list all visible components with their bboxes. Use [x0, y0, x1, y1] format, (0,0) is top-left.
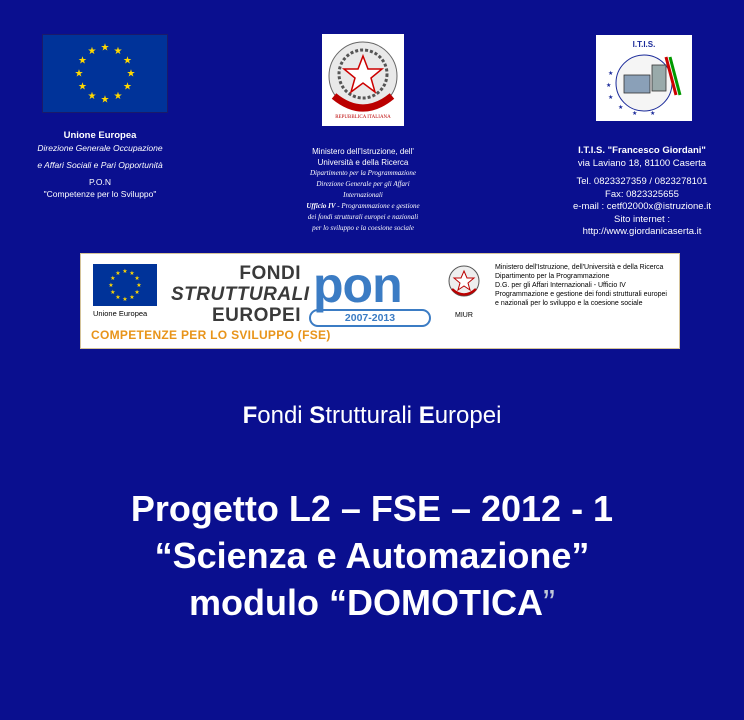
project-title — [0, 485, 744, 626]
eu-star-icon: ★ — [87, 45, 97, 57]
strutturali-word-rest: trutturali — [325, 402, 419, 429]
project-module: modulo “DOMOTICA — [189, 582, 543, 623]
eu-star-icon: ★ — [108, 282, 114, 290]
eu-info-block — [20, 130, 180, 200]
miur-line-6 — [283, 201, 443, 212]
fondi-initial-s: S — [309, 402, 326, 429]
miur-line-7: dei fondi strutturali europei e nazionali — [307, 213, 419, 221]
eu-star-icon: ★ — [134, 275, 140, 283]
banner-miur-line: Ministero dell'Istruzione, dell'Università e della Ricerca — [495, 264, 664, 271]
miur-line-1: Ministero dell'Istruzione, dell' — [312, 147, 414, 156]
banner-competenze: COMPETENZE PER LO SVILUPPO (FSE) — [91, 328, 331, 342]
svg-text:★: ★ — [650, 110, 656, 117]
eu-star-icon: ★ — [123, 55, 133, 67]
banner-fondi-line-1: FONDI — [239, 263, 301, 284]
miur-line-4: Direzione Generale per gli Affari — [316, 180, 410, 188]
eu-star-icon: ★ — [122, 296, 128, 304]
italian-republic-emblem-icon — [322, 34, 404, 126]
eu-star-icon: ★ — [77, 81, 87, 93]
eu-star-icon: ★ — [136, 282, 142, 290]
svg-text:★: ★ — [608, 70, 614, 77]
banner-eu-label: Unione Europea — [93, 309, 148, 318]
svg-text:★: ★ — [606, 82, 612, 89]
miur-info-block — [283, 146, 443, 234]
banner-fondi-line-3: EUROPEI — [211, 305, 301, 326]
miur-line-5: Internazionali — [343, 191, 383, 199]
eu-star-icon: ★ — [123, 81, 133, 93]
banner-years: 2007-2013 — [309, 309, 431, 327]
fondi-initial-f: F — [242, 402, 258, 429]
project-title-line-3 — [0, 579, 744, 626]
fondi-initial-e: E — [418, 402, 435, 429]
miur-line-2: Università e della Ricerca — [317, 158, 409, 167]
itis-logo-text: I.T.I.S. — [632, 40, 656, 49]
itis-tel: Tel. 0823327359 / 0823278101 — [576, 176, 708, 187]
miur-programmazione: - Programmazione e gestione — [335, 202, 420, 210]
itis-email: e-mail : cetf02000x@istruzione.it — [573, 201, 711, 212]
banner-pon-logo: pon — [313, 257, 402, 313]
closing-quote: ” — [542, 582, 555, 623]
svg-text:★: ★ — [632, 110, 638, 117]
itis-site-url: http://www.giordanicaserta.it — [582, 226, 702, 237]
eu-star-icon: ★ — [129, 294, 135, 302]
svg-text:★: ★ — [608, 94, 614, 101]
banner-miur-line: e nazionali per lo sviluppo e la coesione sociale — [495, 300, 643, 307]
europei-word-rest: uropei — [434, 402, 502, 429]
miur-line-8: per lo sviluppo e la coesione sociale — [312, 224, 414, 232]
eu-star-icon: ★ — [110, 289, 116, 297]
project-title-line-2: “Scienza e Automazione” — [154, 535, 590, 576]
fondi-word-rest: ondi — [257, 402, 310, 429]
eu-flag-icon — [43, 35, 167, 112]
banner-miur-line: Programmazione e gestione dei fondi strutturali europei — [495, 291, 667, 298]
banner-miur-line: D.G. per gli Affari Internazionali - Ufficio IV — [495, 282, 626, 289]
itis-name: I.T.I.S. "Francesco Giordani" — [578, 145, 706, 156]
banner-eu-flag-icon — [93, 264, 157, 306]
banner-fondi-text — [171, 263, 310, 326]
eu-star-icon: ★ — [100, 94, 110, 106]
banner-miur-line: Dipartimento per la Programmazione — [495, 273, 610, 280]
eu-pon-line: P.O.N — [88, 177, 112, 187]
fondi-strutturali-heading — [0, 402, 744, 430]
project-title-line-1: Progetto L2 – FSE – 2012 - 1 — [130, 488, 614, 529]
eu-star-icon: ★ — [77, 55, 87, 67]
banner-miur-label: MIUR — [455, 312, 473, 319]
banner-fondi-line-2: STRUTTURALI — [171, 284, 310, 305]
eu-star-icon: ★ — [113, 91, 123, 103]
pon-banner — [81, 254, 679, 348]
eu-dg-line: Direzione Generale Occupazione — [37, 143, 163, 153]
miur-line-3: Dipartimento per la Programmazione — [309, 169, 417, 177]
miur-ufficio: Ufficio IV — [306, 202, 336, 210]
itis-site-label: Sito internet : — [614, 213, 670, 225]
itis-logo-icon — [596, 35, 692, 121]
eu-star-icon: ★ — [129, 269, 135, 277]
eu-star-icon: ★ — [113, 45, 123, 57]
emblem-ring-text: REPUBBLICA ITALIANA — [335, 115, 391, 120]
eu-star-icon: ★ — [100, 42, 110, 54]
eu-star-icon: ★ — [115, 269, 121, 277]
itis-fax: Fax: 0823325655 — [605, 188, 679, 200]
banner-miur-emblem-icon — [447, 264, 481, 298]
eu-star-icon: ★ — [110, 275, 116, 283]
eu-affairs-line: e Affari Sociali e Pari Opportunità — [37, 160, 163, 170]
eu-star-icon: ★ — [134, 289, 140, 297]
eu-star-icon: ★ — [74, 68, 84, 80]
banner-miur-text — [495, 263, 675, 308]
eu-competenze-line: "Competenze per lo Sviluppo" — [43, 189, 157, 199]
eu-star-icon: ★ — [115, 294, 121, 302]
itis-info-block — [550, 145, 734, 239]
eu-title: Unione Europea — [63, 130, 137, 141]
eu-star-icon: ★ — [87, 91, 97, 103]
svg-text:★: ★ — [618, 104, 624, 111]
itis-address: via Laviano 18, 81100 Caserta — [577, 157, 707, 169]
eu-star-icon: ★ — [126, 68, 136, 80]
eu-star-icon: ★ — [122, 268, 128, 276]
